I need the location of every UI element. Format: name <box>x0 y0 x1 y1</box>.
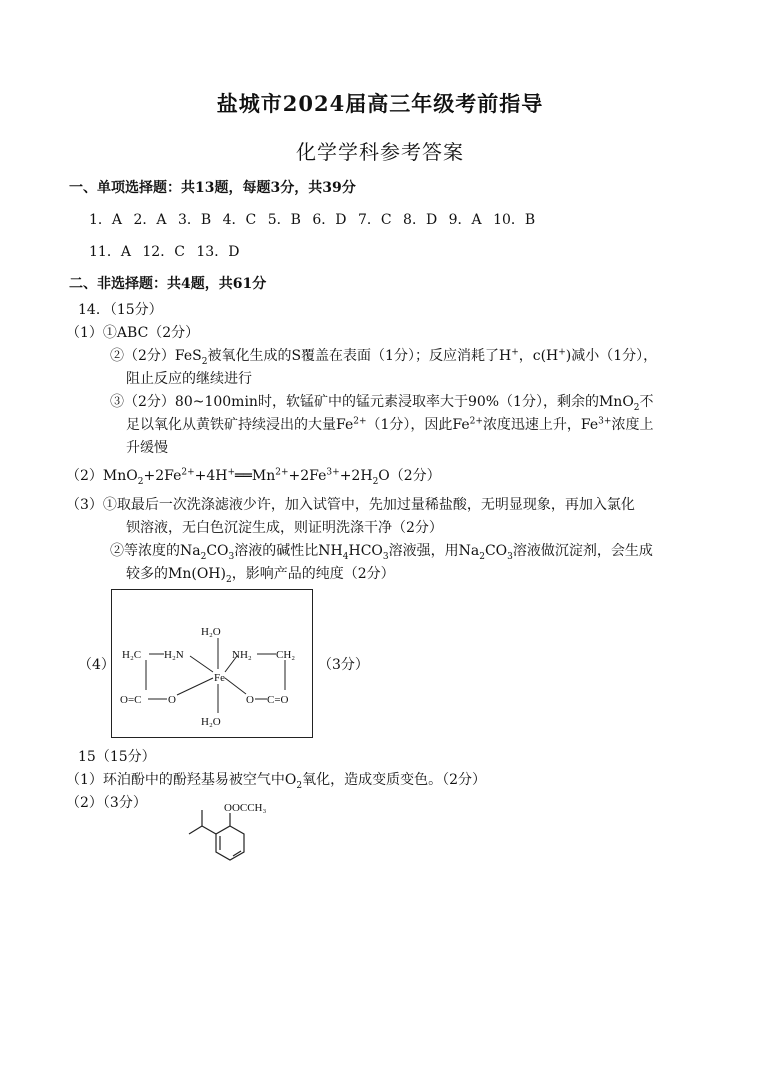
water-ligand-bottom: H₂O <box>201 716 221 728</box>
q15-2-label: （2）（3分） <box>66 795 147 811</box>
nh2-left: H₂N <box>164 649 184 661</box>
answer-item: 6．D <box>312 212 347 228</box>
water-ligand-top: H₂O <box>201 626 221 638</box>
ch2-right: CH₂ <box>276 649 296 661</box>
q14-4-label: （4） <box>78 657 115 673</box>
ester-group-label: OOCCH₃ <box>224 802 267 814</box>
q14-3-a-line2: 钡溶液，无白色沉淀生成，则证明洗涤干净（2分） <box>126 520 443 536</box>
answer-item: 2．A <box>133 212 167 228</box>
part1-heading: 一、单项选择题：共13题，每题3分，共39分 <box>69 180 356 196</box>
answer-item: 7．C <box>357 212 392 228</box>
q14-1-b-cont: 阻止反应的继续进行 <box>126 371 252 387</box>
answer-item: 12．C <box>142 244 185 260</box>
ester-bonds <box>189 810 244 860</box>
q14-1-b: ②（2分）FeS$_2$被氧化生成的S覆盖在表面（1分）；反应消耗了H+，c(H+)减小（1分）， <box>110 347 658 367</box>
answer-item: 3．B <box>177 212 212 228</box>
answer-item: 10．B <box>493 212 536 228</box>
page-subtitle: 化学学科参考答案 <box>296 140 464 164</box>
iron-complex-structure <box>111 589 313 738</box>
answer-item: 1．A <box>89 212 123 228</box>
answer-item: 5．B <box>267 212 301 228</box>
answer-item: 4．C <box>222 212 257 228</box>
q14-1-c-line2: 足以氧化从黄铁矿持续浸出的大量$Fe^{2+}(1$分），因此$Fe^{2+}$浓度迅速上升，$Fe^{3+}$浓度上 <box>126 416 654 433</box>
q14-1-a: （1）①ABC（2分） <box>66 325 200 341</box>
q15-1: （1）环泊酚中的酚羟基易被空气中$O_2$氧化，造成变质变色。（2分） <box>66 772 487 791</box>
iron-complex-diagram <box>112 590 311 736</box>
q14-2-equation: $(2)MnO_2+2Fe^{2+}+4H^+══Mn^{2+}+2Fe^{3+}+2H_2O(2$分） <box>66 467 441 487</box>
part2-heading: 二、非选择题：共4题，共61分 <box>69 276 267 292</box>
q14-label: 14．（15分） <box>78 302 163 318</box>
ester-structure <box>168 796 278 872</box>
o-left: O <box>168 694 176 706</box>
answers-row-1 <box>89 211 542 229</box>
answer-item: 11．A <box>89 244 131 260</box>
co-right: C=O <box>267 694 289 706</box>
iron-center: Fe <box>214 672 225 684</box>
nh2-right: NH₂ <box>232 649 252 661</box>
q14-3-b-line1: ②等浓度的$Na_2CO_3$溶液的碱性比$NH_4HCO_3$溶液强，用$Na_2CO_3$溶液做沉淀剂，会生成 <box>110 543 653 562</box>
o-right: O <box>246 694 254 706</box>
oc-left: O=C <box>120 694 142 706</box>
ch2-left: H₂C <box>122 649 142 661</box>
q14-4-score: （3分） <box>318 657 369 673</box>
page-title: 盐城市2024届高三年级考前指导 <box>216 91 544 116</box>
answer-item: 8．D <box>403 212 438 228</box>
answers-row-2 <box>89 243 246 261</box>
q14-3-b-line2: 较多的$Mn(OH)_2$，影响产品的纯度（2分） <box>126 566 395 585</box>
q14-1-c-line3: 升缓慢 <box>126 440 168 456</box>
q14-1-c-line1: ③（2分）80~100min时，软锰矿中的锰元素浸取率大于90%（1分），剩余的MnO$_2$不 <box>110 394 654 413</box>
q15-label: 15（15分） <box>78 749 156 765</box>
answer-item: 13．D <box>196 244 240 260</box>
answer-item: 9．A <box>448 212 482 228</box>
q14-3-a-line1: （3）①取最后一次洗涤滤液少许，加入试管中，先加过量稀盐酸，无明显现象，再加入氯化 <box>66 497 635 513</box>
